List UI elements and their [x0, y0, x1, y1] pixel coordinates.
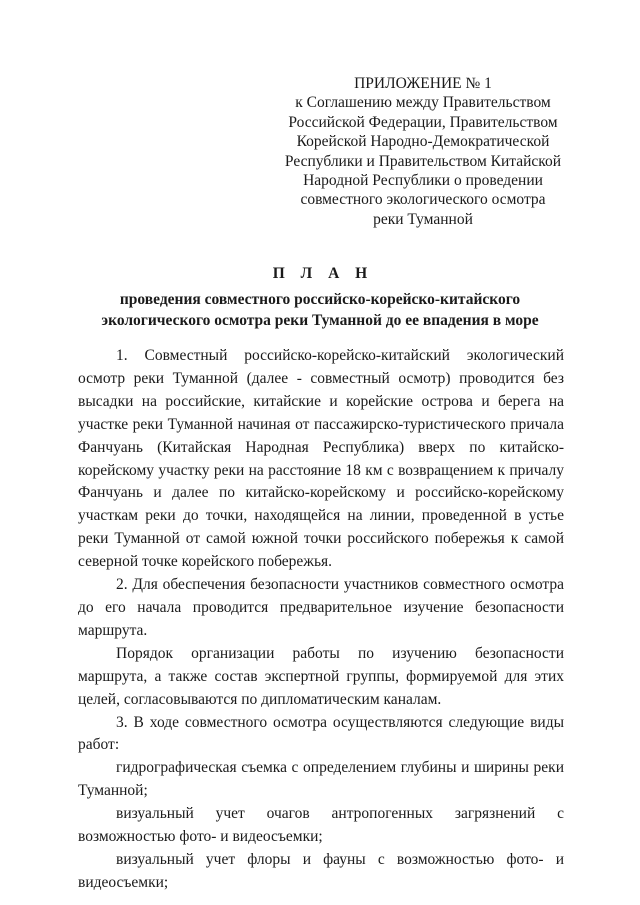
paragraph-3: 3. В ходе совместного осмотра осуществляются следующие виды работ: [78, 713, 564, 754]
list-item-hydrographic-survey: гидрографическая съемка с определением глубины и ширины реки Туманной; [78, 759, 564, 800]
list-item-pollution-survey: визуальный учет очагов антропогенных загрязнений с возможностью фото- и видеосъемки; [78, 805, 564, 846]
appendix-line: к Соглашению между Правительством [295, 94, 551, 112]
plan-title: П Л А Н [272, 265, 374, 282]
paragraph-2: 2. Для обеспечения безопасности участников совместного осмотра до его начала проводится предварительное изучение безопасности маршрута. [78, 576, 564, 639]
document-body [78, 345, 564, 895]
appendix-line: Российской Федерации, Правительством [288, 113, 558, 131]
appendix-header [268, 74, 578, 229]
appendix-line: реки Туманной [373, 210, 473, 228]
plan-subtitle-line: экологического осмотра реки Туманной до ее впадения в море [101, 312, 539, 329]
list-item-flora-fauna-survey: визуальный учет флоры и фауны с возможностью фото- и видеосъемки; [78, 850, 564, 891]
plan-subtitle [0, 289, 640, 331]
paragraph-1: 1. Совместный российско-корейско-китайский экологический осмотр реки Туманной (далее - совместный осмотр) проводится без высадки на российские, китайские и корейские острова и берега на участке реки Туманной начиная от пассажирско-туристического причала Фанчуань (Китайская Народная Республика) вверх по китайско-корейскому участку реки на расстояние 18 км с возвращением к причалу Фанчуань и далее по китайско-корейскому и российско-корейскому участкам реки до точки, находящейся на линии, проведенной в устье реки Туманной от самой южной точки российского побережья к самой северной точке корейского побережья. [78, 347, 564, 571]
appendix-line: совместного экологического осмотра [300, 191, 546, 209]
paragraph-2-continued: Порядок организации работы по изучению безопасности маршрута, а также состав экспертной группы, формируемой для этих целей, согласовываются по дипломатическим каналам. [78, 644, 564, 708]
appendix-line: Республики и Правительством Китайской [284, 152, 562, 170]
plan-subtitle-line: проведения совместного российско-корейско-китайского [119, 291, 521, 308]
appendix-line: ПРИЛОЖЕНИЕ № 1 [354, 75, 492, 92]
appendix-line: Народной Республики о проведении [303, 172, 543, 190]
appendix-line: Корейской Народно-Демократической [296, 133, 550, 151]
